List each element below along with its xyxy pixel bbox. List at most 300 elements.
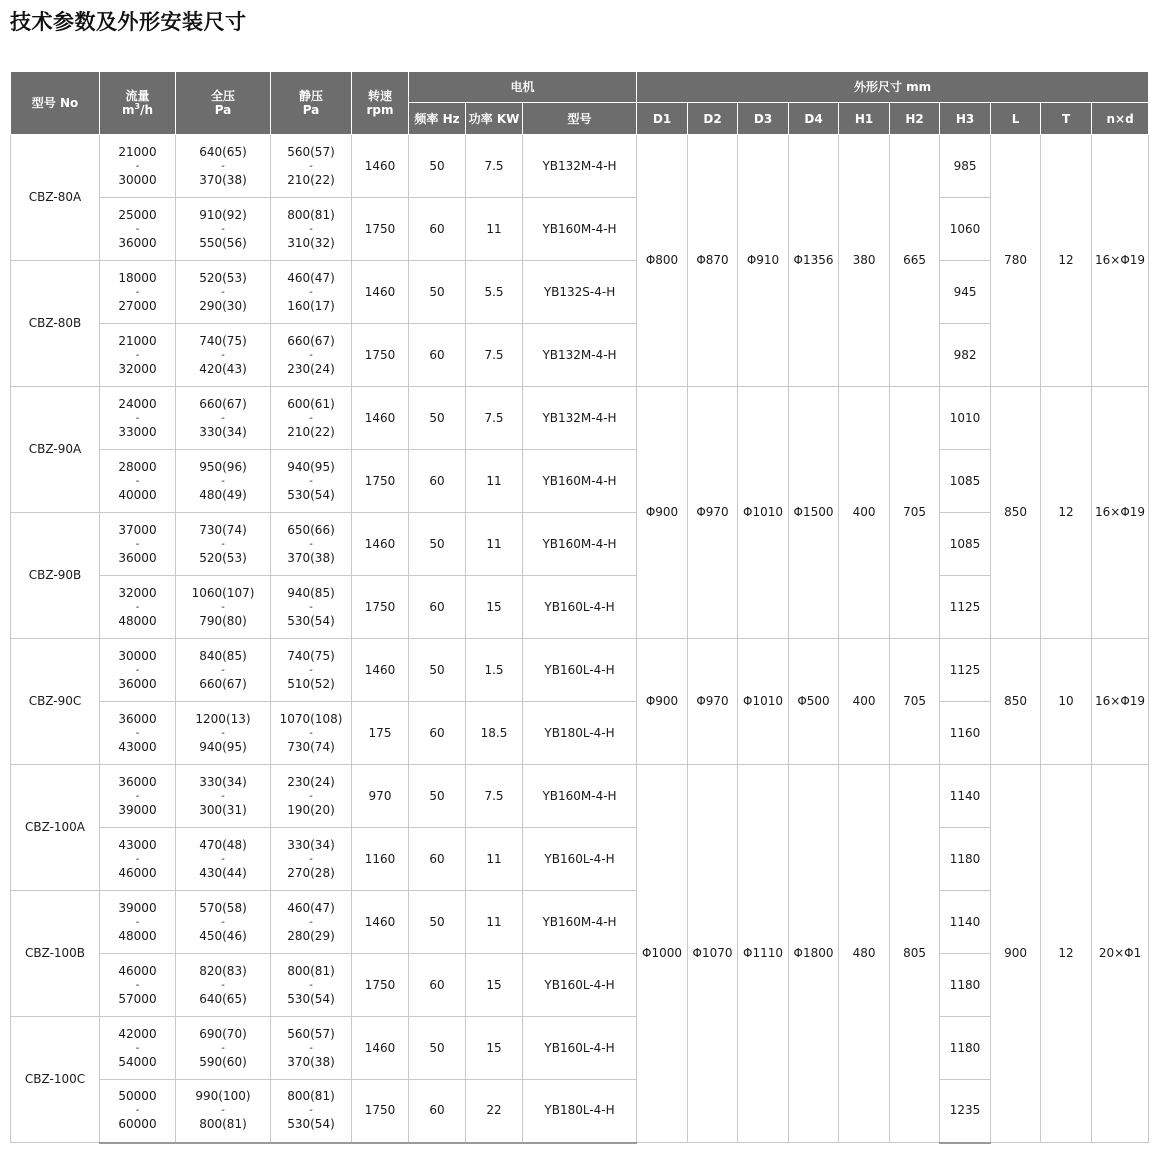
static-pressure-cell-dash: - <box>309 601 313 613</box>
static-pressure-cell-low: 530(54) <box>287 613 335 628</box>
h3-cell: 1010 <box>940 387 991 450</box>
power-cell: 15 <box>466 1017 523 1080</box>
power-cell: 15 <box>466 954 523 1017</box>
total-pressure-cell <box>176 324 271 387</box>
model-name: CBZ-90A <box>11 387 100 513</box>
total-pressure-cell <box>176 891 271 954</box>
static-pressure-cell-high: 1070(108) <box>279 711 343 726</box>
static-pressure-cell-high: 230(24) <box>287 774 335 789</box>
table-row <box>11 1080 1149 1143</box>
power-cell: 11 <box>466 450 523 513</box>
header-d3: D3 <box>738 103 789 135</box>
header-total-pressure-label: 全压 <box>210 89 235 103</box>
flow-cell-dash: - <box>135 916 140 928</box>
total-pressure-cell-low: 290(30) <box>199 298 247 313</box>
total-pressure-cell-dash: - <box>221 286 225 298</box>
header-d1: D1 <box>637 103 688 135</box>
static-pressure-cell-dash: - <box>309 223 313 235</box>
freq-cell: 60 <box>409 828 466 891</box>
total-pressure-cell <box>176 576 271 639</box>
total-pressure-cell <box>176 261 271 324</box>
static-pressure-cell-dash: - <box>309 349 313 361</box>
static-pressure-cell-dash: - <box>309 853 313 865</box>
speed-cell: 1750 <box>352 450 409 513</box>
freq-cell: 50 <box>409 261 466 324</box>
flow-cell-low: 27000 <box>118 298 157 313</box>
t-cell: 12 <box>1041 765 1092 1143</box>
flow-cell <box>100 513 176 576</box>
header-power: 功率 KW <box>466 103 523 135</box>
table-row <box>11 765 1149 828</box>
nd-cell: 16×Φ19 <box>1092 387 1149 639</box>
l-cell: 780 <box>991 135 1041 387</box>
static-pressure-cell-dash: - <box>309 790 313 802</box>
h3-cell: 1060 <box>940 198 991 261</box>
h3-cell: 1125 <box>940 576 991 639</box>
total-pressure-cell <box>176 702 271 765</box>
flow-cell-high: 24000 <box>118 396 157 411</box>
total-pressure-cell <box>176 513 271 576</box>
static-pressure-cell <box>271 576 352 639</box>
total-pressure-cell <box>176 639 271 702</box>
static-pressure-cell-dash: - <box>309 727 313 739</box>
header-d4: D4 <box>789 103 839 135</box>
total-pressure-cell-high: 660(67) <box>199 396 247 411</box>
motor-model-cell: YB160M-4-H <box>523 198 637 261</box>
flow-cell-low: 30000 <box>118 172 157 187</box>
motor-model-cell: YB180L-4-H <box>523 702 637 765</box>
motor-model-cell: YB160L-4-H <box>523 828 637 891</box>
total-pressure-cell-high: 470(48) <box>199 837 247 852</box>
total-pressure-cell-low: 640(65) <box>199 991 247 1006</box>
flow-cell-dash: - <box>135 853 140 865</box>
header-h3: H3 <box>940 103 991 135</box>
static-pressure-cell <box>271 639 352 702</box>
flow-cell-low: 32000 <box>118 361 157 376</box>
header-motor-group: 电机 <box>409 72 637 103</box>
flow-cell <box>100 576 176 639</box>
total-pressure-cell-low: 520(53) <box>199 550 247 565</box>
h3-cell: 1180 <box>940 828 991 891</box>
table-row <box>11 576 1149 639</box>
static-pressure-cell-high: 940(85) <box>287 585 335 600</box>
d4-cell: Φ1500 <box>789 387 839 639</box>
flow-cell <box>100 261 176 324</box>
flow-cell-high: 43000 <box>118 837 157 852</box>
h3-cell: 945 <box>940 261 991 324</box>
total-pressure-cell-dash: - <box>221 223 225 235</box>
power-cell: 7.5 <box>466 135 523 198</box>
d1-cell: Φ1000 <box>637 765 688 1143</box>
total-pressure-cell-low: 800(81) <box>199 1117 247 1132</box>
total-pressure-cell <box>176 135 271 198</box>
model-name: CBZ-100B <box>11 891 100 1017</box>
static-pressure-cell <box>271 828 352 891</box>
table-row <box>11 450 1149 513</box>
flow-cell <box>100 828 176 891</box>
flow-cell-dash: - <box>135 1042 140 1054</box>
header-h1: H1 <box>839 103 890 135</box>
static-pressure-cell-low: 210(22) <box>287 172 335 187</box>
freq-cell: 60 <box>409 324 466 387</box>
h3-cell: 1125 <box>940 639 991 702</box>
static-pressure-cell-dash: - <box>309 160 313 172</box>
spec-table-body <box>11 135 1149 1143</box>
flow-cell-low: 48000 <box>118 928 157 943</box>
freq-cell: 60 <box>409 576 466 639</box>
d3-cell: Φ1110 <box>738 765 789 1143</box>
speed-cell: 1460 <box>352 639 409 702</box>
static-pressure-cell <box>271 1017 352 1080</box>
flow-cell-dash: - <box>135 790 140 802</box>
total-pressure-cell-dash: - <box>221 727 225 739</box>
speed-cell: 1460 <box>352 513 409 576</box>
flow-cell-dash: - <box>135 475 140 487</box>
static-pressure-cell-high: 800(81) <box>287 207 335 222</box>
total-pressure-cell <box>176 954 271 1017</box>
flow-cell <box>100 324 176 387</box>
speed-cell: 1750 <box>352 1080 409 1143</box>
table-row <box>11 324 1149 387</box>
table-row <box>11 1017 1149 1080</box>
model-name: CBZ-100C <box>11 1017 100 1143</box>
static-pressure-cell-dash: - <box>309 475 313 487</box>
total-pressure-cell <box>176 828 271 891</box>
total-pressure-cell-high: 330(34) <box>199 774 247 789</box>
freq-cell: 50 <box>409 387 466 450</box>
flow-cell <box>100 1080 176 1143</box>
static-pressure-cell-high: 800(81) <box>287 1089 335 1104</box>
static-pressure-cell-low: 530(54) <box>287 1117 335 1132</box>
total-pressure-cell-low: 550(56) <box>199 235 247 250</box>
total-pressure-cell-low: 940(95) <box>199 739 247 754</box>
flow-cell-high: 42000 <box>118 1026 157 1041</box>
nd-cell: 16×Φ19 <box>1092 135 1149 387</box>
static-pressure-cell-high: 650(66) <box>287 522 335 537</box>
d2-cell: Φ870 <box>688 135 738 387</box>
static-pressure-cell-dash: - <box>309 286 313 298</box>
flow-cell-low: 54000 <box>118 1054 157 1069</box>
freq-cell: 60 <box>409 1080 466 1143</box>
t-cell: 10 <box>1041 639 1092 765</box>
d4-cell: Φ1356 <box>789 135 839 387</box>
total-pressure-cell <box>176 450 271 513</box>
d2-cell: Φ970 <box>688 387 738 639</box>
h1-cell: 380 <box>839 135 890 387</box>
h2-cell: 705 <box>890 639 940 765</box>
freq-cell: 60 <box>409 198 466 261</box>
total-pressure-cell-dash: - <box>221 916 225 928</box>
total-pressure-cell-low: 430(44) <box>199 865 247 880</box>
motor-model-cell: YB160M-4-H <box>523 513 637 576</box>
flow-cell <box>100 639 176 702</box>
header-dims-group: 外形尺寸 mm <box>637 72 1149 103</box>
flow-cell-dash: - <box>135 664 140 676</box>
h3-cell: 1235 <box>940 1080 991 1143</box>
static-pressure-cell <box>271 513 352 576</box>
static-pressure-cell <box>271 954 352 1017</box>
l-cell: 850 <box>991 387 1041 639</box>
header-nd: n×d <box>1092 103 1149 135</box>
speed-cell: 1460 <box>352 891 409 954</box>
static-pressure-cell-dash: - <box>309 1105 313 1117</box>
t-cell: 12 <box>1041 135 1092 387</box>
static-pressure-cell <box>271 702 352 765</box>
total-pressure-cell-high: 1200(13) <box>195 711 251 726</box>
power-cell: 7.5 <box>466 765 523 828</box>
header-d2: D2 <box>688 103 738 135</box>
d4-cell: Φ500 <box>789 639 839 765</box>
static-pressure-cell-dash: - <box>309 538 313 550</box>
total-pressure-cell-low: 450(46) <box>199 928 247 943</box>
total-pressure-cell-dash: - <box>221 475 225 487</box>
static-pressure-cell-low: 510(52) <box>287 676 335 691</box>
static-pressure-cell-high: 740(75) <box>287 648 335 663</box>
motor-model-cell: YB132M-4-H <box>523 135 637 198</box>
static-pressure-cell <box>271 135 352 198</box>
flow-cell-high: 30000 <box>118 648 157 663</box>
flow-cell-low: 57000 <box>118 991 157 1006</box>
total-pressure-cell-high: 1060(107) <box>191 585 255 600</box>
static-pressure-cell-low: 190(20) <box>287 802 335 817</box>
h3-cell: 1160 <box>940 702 991 765</box>
total-pressure-cell-low: 790(80) <box>199 613 247 628</box>
d3-cell: Φ910 <box>738 135 789 387</box>
total-pressure-cell <box>176 387 271 450</box>
flow-cell-high: 25000 <box>118 207 157 222</box>
static-pressure-cell-low: 530(54) <box>287 487 335 502</box>
table-row <box>11 954 1149 1017</box>
flow-cell-dash: - <box>135 223 140 235</box>
flow-cell-low: 60000 <box>118 1117 157 1132</box>
static-pressure-cell-low: 310(32) <box>287 235 335 250</box>
speed-cell: 970 <box>352 765 409 828</box>
h3-cell: 982 <box>940 324 991 387</box>
h1-cell: 400 <box>839 387 890 639</box>
flow-cell-high: 32000 <box>118 585 157 600</box>
total-pressure-cell-dash: - <box>221 160 225 172</box>
motor-model-cell: YB160L-4-H <box>523 639 637 702</box>
flow-cell-high: 50000 <box>118 1089 157 1104</box>
nd-cell: 16×Φ19 <box>1092 639 1149 765</box>
static-pressure-cell-dash: - <box>309 979 313 991</box>
table-row <box>11 387 1149 450</box>
total-pressure-cell-dash: - <box>221 601 225 613</box>
static-pressure-cell <box>271 1080 352 1143</box>
motor-model-cell: YB160M-4-H <box>523 891 637 954</box>
static-pressure-cell-low: 160(17) <box>287 298 335 313</box>
d4-cell: Φ1800 <box>789 765 839 1143</box>
h3-cell: 1085 <box>940 450 991 513</box>
total-pressure-cell-high: 990(100) <box>195 1089 251 1104</box>
flow-cell-low: 40000 <box>118 487 157 502</box>
static-pressure-cell-low: 230(24) <box>287 361 335 376</box>
static-pressure-cell <box>271 891 352 954</box>
header-speed-label: 转速 <box>367 89 392 103</box>
static-pressure-cell <box>271 198 352 261</box>
flow-cell-dash: - <box>135 601 140 613</box>
flow-cell-high: 21000 <box>118 333 157 348</box>
total-pressure-cell-high: 640(65) <box>199 144 247 159</box>
flow-cell-dash: - <box>135 538 140 550</box>
header-speed <box>352 72 409 135</box>
power-cell: 22 <box>466 1080 523 1143</box>
model-name: CBZ-100A <box>11 765 100 891</box>
table-row <box>11 513 1149 576</box>
total-pressure-cell-dash: - <box>221 1105 225 1117</box>
power-cell: 11 <box>466 828 523 891</box>
flow-cell-low: 43000 <box>118 739 157 754</box>
speed-cell: 1750 <box>352 198 409 261</box>
flow-cell <box>100 954 176 1017</box>
d2-cell: Φ1070 <box>688 765 738 1143</box>
table-row <box>11 135 1149 198</box>
static-pressure-cell-low: 370(38) <box>287 550 335 565</box>
total-pressure-cell-low: 480(49) <box>199 487 247 502</box>
header-static-pressure <box>271 72 352 135</box>
model-name: CBZ-80B <box>11 261 100 387</box>
header-static-pressure-unit: Pa <box>302 103 320 117</box>
motor-model-cell: YB160M-4-H <box>523 450 637 513</box>
static-pressure-cell <box>271 261 352 324</box>
motor-model-cell: YB160M-4-H <box>523 765 637 828</box>
model-name: CBZ-90C <box>11 639 100 765</box>
total-pressure-cell-high: 520(53) <box>199 270 247 285</box>
total-pressure-cell-high: 730(74) <box>199 522 247 537</box>
speed-cell: 1460 <box>352 135 409 198</box>
static-pressure-cell-dash: - <box>309 664 313 676</box>
flow-cell <box>100 387 176 450</box>
static-pressure-cell-low: 530(54) <box>287 991 335 1006</box>
static-pressure-cell <box>271 765 352 828</box>
static-pressure-cell-high: 600(61) <box>287 396 335 411</box>
h3-cell: 1180 <box>940 1017 991 1080</box>
header-flow-unit: $m^3/h$ <box>121 102 154 117</box>
table-row <box>11 828 1149 891</box>
static-pressure-cell-low: 370(38) <box>287 1054 335 1069</box>
flow-cell-high: 21000 <box>118 144 157 159</box>
table-row <box>11 891 1149 954</box>
flow-cell <box>100 450 176 513</box>
header-l: L <box>991 103 1041 135</box>
d3-cell: Φ1010 <box>738 387 789 639</box>
total-pressure-cell-high: 950(96) <box>199 459 247 474</box>
power-cell: 7.5 <box>466 387 523 450</box>
d3-cell: Φ1010 <box>738 639 789 765</box>
header-model: 型号 No <box>11 72 100 135</box>
flow-cell-low: 48000 <box>118 613 157 628</box>
table-row <box>11 261 1149 324</box>
total-pressure-cell-high: 690(70) <box>199 1026 247 1041</box>
header-t: T <box>1041 103 1092 135</box>
flow-cell-dash: - <box>135 727 140 739</box>
total-pressure-cell-dash: - <box>221 979 225 991</box>
flow-cell-high: 18000 <box>118 270 157 285</box>
motor-model-cell: YB132M-4-H <box>523 387 637 450</box>
flow-cell <box>100 198 176 261</box>
header-total-pressure-unit: Pa <box>214 103 232 117</box>
total-pressure-cell-high: 840(85) <box>199 648 247 663</box>
power-cell: 11 <box>466 891 523 954</box>
static-pressure-cell-high: 560(57) <box>287 1026 335 1041</box>
d1-cell: Φ900 <box>637 387 688 639</box>
flow-cell-high: 46000 <box>118 963 157 978</box>
total-pressure-cell-dash: - <box>221 349 225 361</box>
spec-table <box>10 71 1149 1144</box>
header-total-pressure <box>176 72 271 135</box>
static-pressure-cell-low: 280(29) <box>287 928 335 943</box>
freq-cell: 60 <box>409 954 466 1017</box>
flow-cell-dash: - <box>135 412 140 424</box>
total-pressure-cell-high: 570(58) <box>199 900 247 915</box>
table-row <box>11 639 1149 702</box>
motor-model-cell: YB160L-4-H <box>523 576 637 639</box>
page-title: 技术参数及外形安装尺寸 <box>10 10 247 34</box>
flow-cell-high: 39000 <box>118 900 157 915</box>
flow-cell-low: 36000 <box>118 550 157 565</box>
power-cell: 15 <box>466 576 523 639</box>
h3-cell: 985 <box>940 135 991 198</box>
static-pressure-cell-high: 660(67) <box>287 333 335 348</box>
power-cell: 5.5 <box>466 261 523 324</box>
l-cell: 850 <box>991 639 1041 765</box>
table-row <box>11 702 1149 765</box>
speed-cell: 1750 <box>352 324 409 387</box>
motor-model-cell: YB132S-4-H <box>523 261 637 324</box>
l-cell: 900 <box>991 765 1041 1143</box>
header-h2: H2 <box>890 103 940 135</box>
static-pressure-cell-low: 210(22) <box>287 424 335 439</box>
flow-cell-low: 46000 <box>118 865 157 880</box>
motor-model-cell: YB132M-4-H <box>523 324 637 387</box>
flow-cell-low: 39000 <box>118 802 157 817</box>
total-pressure-cell-dash: - <box>221 412 225 424</box>
power-cell: 11 <box>466 198 523 261</box>
static-pressure-cell-dash: - <box>309 916 313 928</box>
flow-cell <box>100 891 176 954</box>
freq-cell: 50 <box>409 513 466 576</box>
h3-cell: 1140 <box>940 765 991 828</box>
total-pressure-cell-low: 660(67) <box>199 676 247 691</box>
total-pressure-cell-high: 910(92) <box>199 207 247 222</box>
freq-cell: 60 <box>409 702 466 765</box>
total-pressure-cell-low: 330(34) <box>199 424 247 439</box>
h2-cell: 805 <box>890 765 940 1143</box>
static-pressure-cell-high: 940(95) <box>287 459 335 474</box>
total-pressure-cell-low: 300(31) <box>199 802 247 817</box>
speed-cell: 1460 <box>352 1017 409 1080</box>
flow-cell-high: 36000 <box>118 711 157 726</box>
flow-cell-high: 36000 <box>118 774 157 789</box>
header-motor-model: 型号 <box>523 103 637 135</box>
flow-cell-low: 36000 <box>118 235 157 250</box>
freq-cell: 50 <box>409 891 466 954</box>
total-pressure-cell-low: 420(43) <box>199 361 247 376</box>
total-pressure-cell <box>176 1017 271 1080</box>
speed-cell: 1160 <box>352 828 409 891</box>
motor-model-cell: YB160L-4-H <box>523 954 637 1017</box>
flow-cell <box>100 702 176 765</box>
static-pressure-cell-high: 330(34) <box>287 837 335 852</box>
speed-cell: 175 <box>352 702 409 765</box>
static-pressure-cell-high: 800(81) <box>287 963 335 978</box>
h2-cell: 705 <box>890 387 940 639</box>
header-flow <box>100 72 176 135</box>
h3-cell: 1180 <box>940 954 991 1017</box>
h1-cell: 400 <box>839 639 890 765</box>
total-pressure-cell-dash: - <box>221 790 225 802</box>
flow-cell-dash: - <box>135 160 140 172</box>
